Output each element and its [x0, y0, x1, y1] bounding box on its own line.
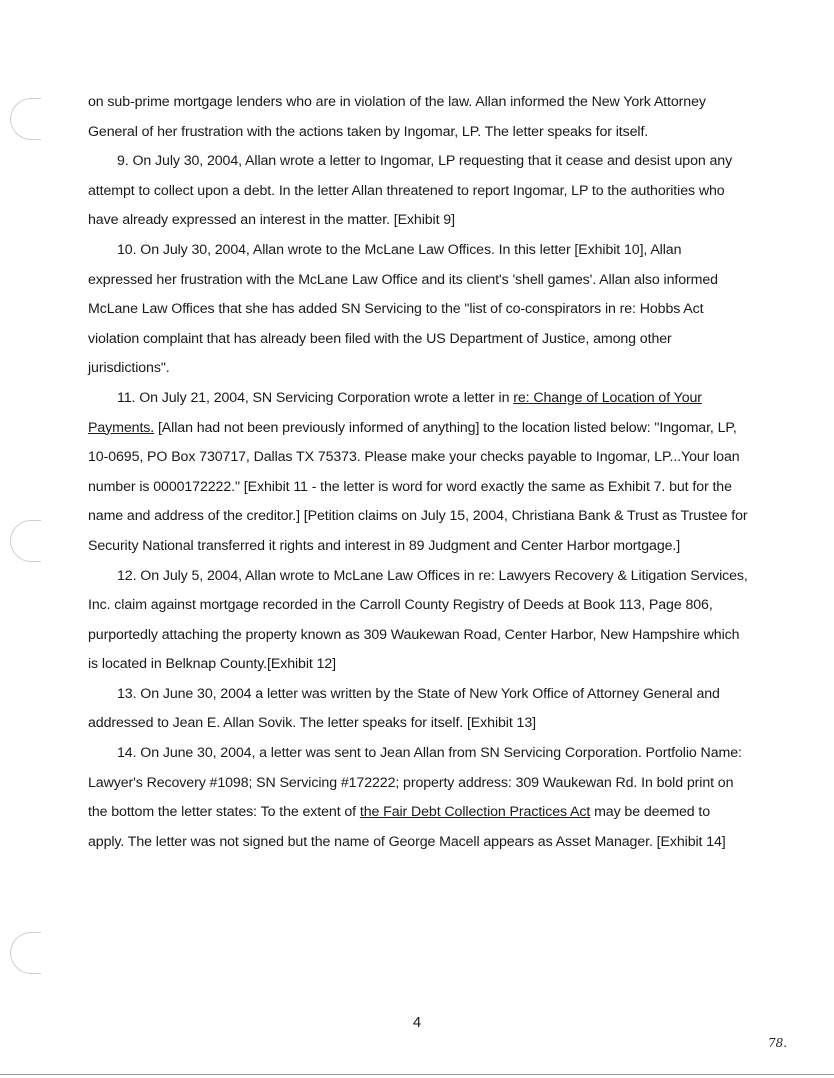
hole-punch-mark — [10, 520, 41, 562]
paragraph — [88, 88, 748, 147]
scan-edge-line — [0, 1074, 834, 1075]
paragraph-text: on sub-prime mortgage lenders who are in violation of the law. Allan informed the New York Attorney General of her frustration with the actions taken by Ingomar, LP. The letter speaks for itself. — [88, 94, 706, 140]
paragraph-text: 14. On June 30, 2004, a letter was sent to Jean Allan from SN Servicing Corporation. Portfolio Name: Lawyer's Recovery #1098; SN Servicing #172222; property address: 309 Waukewan Rd. In bold print on the bottom the letter states: To the extent of — [88, 745, 742, 821]
paragraph-text: [Allan had not been previously informed of anything] to the location listed below: "Ingomar, LP, 10-0695, PO Box 730717, Dallas TX 75373. Please make your checks payable to Ingomar, LP...Your loan number is 0000172222." [Exhibit 11 - the letter is word for word exactly the same as Exhibit 7. but for the name and address of the creditor.] [Petition claims on July 15, 2004, Christiana Bank & Trust as Trustee for Security National transferred it rights and interest in 89 Judgment and Center Harbor mortgage.] — [88, 419, 748, 554]
paragraph-text: 9. On July 30, 2004, Allan wrote a letter to Ingomar, LP requesting that it cease and desist upon any attempt to collect upon a debt. In the letter Allan threatened to report Ingomar, LP to the authorities who have already expressed an interest in the matter. [Exhibit 9] — [88, 153, 733, 229]
paragraph-text: may be deemed to apply. The letter was not signed but the name of George Macell appears as Asset Manager. [Exhibit 14] — [88, 804, 726, 850]
paragraph-text: 10. On July 30, 2004, Allan wrote to the McLane Law Offices. In this letter [Exhibit 10], Allan expressed her frustration with the McLane Law Office and its client's 'shell games'. Allan also informed McLane Law Offices that she has added SN Servicing to the "list of co-conspirators in re: Hobbs Act violation complaint that has already been filed with the US Department of Justice, among other jurisdictions". — [88, 241, 718, 377]
paragraph — [88, 562, 748, 680]
paragraph — [88, 147, 748, 236]
paragraph — [88, 236, 748, 384]
paragraph-text: 13. On June 30, 2004 a letter was written by the State of New York Office of Attorney General and addressed to Jean E. Allan Sovik. The letter speaks for itself. [Exhibit 13] — [88, 685, 720, 732]
paragraph-text: 11. On July 21, 2004, SN Servicing Corporation wrote a letter in — [117, 389, 514, 406]
document-body — [88, 88, 748, 857]
underlined-text: re: Change of Location of Your Payments. — [88, 389, 702, 436]
paragraph — [88, 680, 748, 739]
paragraph — [88, 384, 748, 562]
hole-punch-mark — [10, 98, 41, 140]
handwritten-page-mark: 78. — [768, 1036, 788, 1050]
underlined-text: the Fair Debt Collection Practices Act — [359, 804, 591, 821]
paragraph — [88, 739, 748, 857]
paragraph-text: 12. On July 5, 2004, Allan wrote to McLane Law Offices in re: Lawyers Recovery & Litigation Services, Inc. claim against mortgage recorded in the Carroll County Registry of Deeds at Book 113, Page 806, purportedly attaching the property known as 309 Waukewan Road, Center Harbor, New Hampshire which is located in Belknap County.[Exhibit 12] — [88, 567, 748, 673]
hole-punch-mark — [10, 932, 41, 974]
page-number: 4 — [412, 1014, 422, 1031]
